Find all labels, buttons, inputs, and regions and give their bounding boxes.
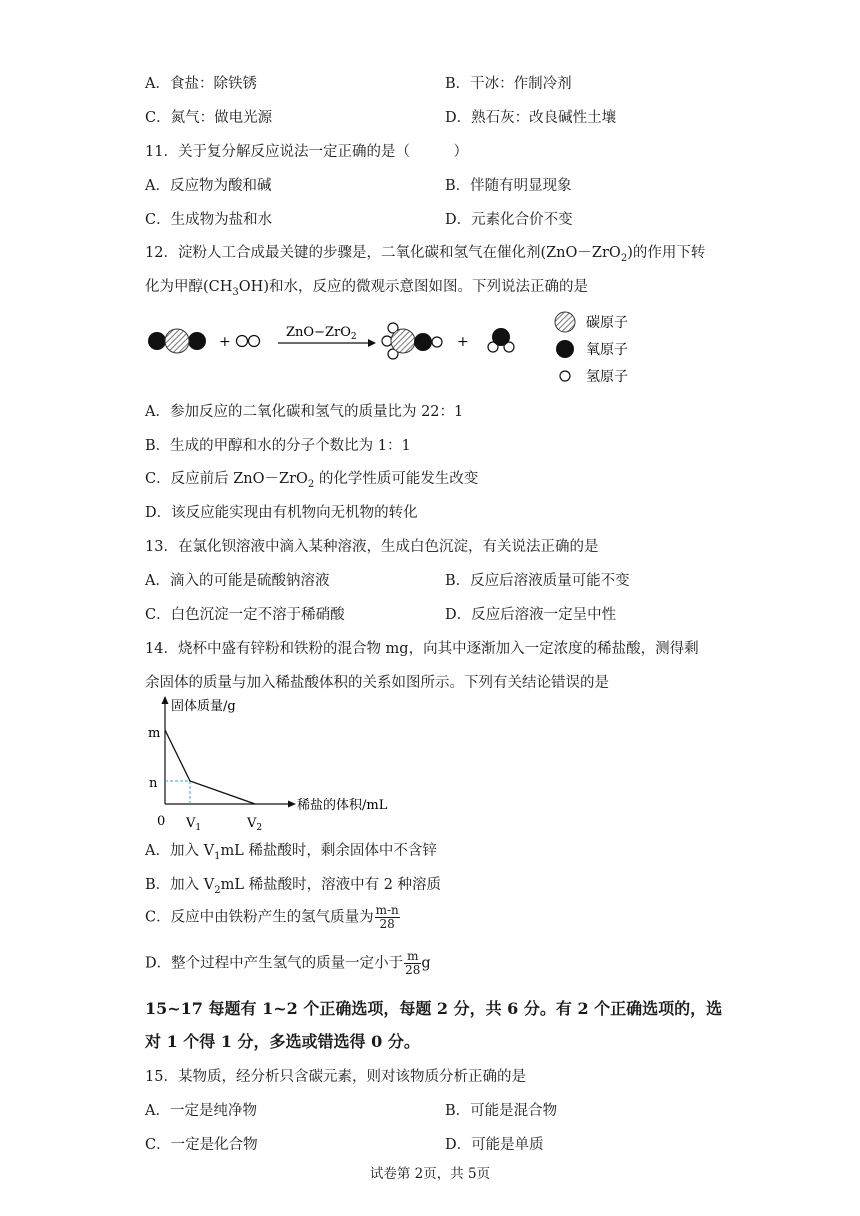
q15-stem: 15．某物质，经分析只含碳元素，则对该物质分析正确的是	[145, 1069, 526, 1085]
q13-option-d: D．反应后溶液一定呈中性	[445, 607, 617, 623]
series-line	[165, 730, 255, 804]
legend-oxygen-icon	[556, 340, 574, 358]
q11-stem: 11．关于复分解反应说法一定正确的是（ ）	[145, 144, 468, 160]
q15-option-c: C．一定是化合物	[145, 1137, 258, 1153]
y-tick-m: m	[148, 726, 161, 741]
q11-option-a: A．反应物为酸和碱	[145, 178, 272, 194]
q14-stem-line2: 余固体的质量与加入稀盐酸体积的关系如图所示。下列有关结论错误的是	[145, 675, 609, 691]
legend-carbon-icon	[555, 312, 575, 332]
q12-stem-line2: 化为甲醇$(CH_3OH)$和水，反应的微观示意图如图。下列说法正确的是	[145, 279, 588, 298]
fraction-d: $\frac{m}{28}$	[405, 949, 421, 977]
q12-option-c: C．反应前后 ZnO－ZrO$_2$ 的化学性质可能发生改变	[145, 471, 479, 490]
plus-sign-1: +	[219, 334, 231, 350]
q11-option-d: D．元素化合价不变	[445, 212, 573, 228]
legend-hydrogen-icon	[560, 371, 570, 381]
q11-option-c: C．生成物为盐和水	[145, 212, 273, 228]
q13-option-b: B．反应后溶液质量可能不变	[445, 573, 630, 589]
q13-option-a: A．滴入的可能是硫酸钠溶液	[145, 573, 330, 589]
section-instructions-line1: 15~17 每题有 1~2 个正确选项，每题 2 分，共 6 分。有 2 个正确选项的，选	[145, 999, 723, 1018]
q10-option-b: B．干冰：作制冷剂	[445, 76, 572, 92]
y-tick-n: n	[149, 776, 158, 791]
q10-option-a: A．食盐：除铁锈	[145, 76, 257, 92]
q13-option-c: C．白色沉淀一定不溶于稀硝酸	[145, 607, 345, 623]
co2-molecule	[148, 329, 206, 353]
water-molecule	[488, 328, 514, 352]
q10-option-d: D．熟石灰：改良碱性土壤	[445, 110, 617, 126]
q12-option-b: B．生成的甲醇和水的分子个数比为 1：1	[145, 438, 411, 454]
y-axis-label: 固体质量/g	[171, 699, 236, 714]
mass-volume-chart	[140, 694, 440, 834]
q10-option-c: C．氮气：做电光源	[145, 110, 273, 126]
q15-option-b: B．可能是混合物	[445, 1103, 558, 1119]
legend-oxygen-label: 氧原子	[586, 342, 628, 358]
section-instructions-line2: 对 1 个得 1 分，多选或错选得 0 分。	[145, 1032, 420, 1051]
q14-option-c: C．反应中由铁粉产生的氢气质量为 $\frac{m-n}{28}$	[145, 903, 399, 931]
methanol-molecule	[382, 323, 442, 359]
plus-sign-2: +	[457, 334, 469, 350]
legend-hydrogen-label: 氢原子	[586, 369, 628, 385]
q12-stem-line1: 12．淀粉人工合成最关键的步骤是，二氧化碳和氢气在催化剂(ZnO－ZrO$_2$)的作用下转	[145, 245, 706, 264]
origin-label: 0	[157, 814, 166, 829]
q13-stem: 13．在氯化钡溶液中滴入某种溶液，生成白色沉淀，有关说法正确的是	[145, 539, 599, 555]
x-tick-v1: $V_1$	[186, 816, 202, 833]
fraction-c: $\frac{m-n}{28}$	[375, 903, 399, 931]
x-tick-v2: $V_2$	[247, 816, 263, 833]
page-footer: 试卷第 2页，共 5页	[369, 1166, 491, 1182]
q11-option-b: B．伴随有明显现象	[445, 178, 572, 194]
catalyst-label: ZnO−ZrO$_2$	[286, 325, 357, 342]
q15-option-d: D．可能是单质	[445, 1137, 544, 1153]
q12-option-a: A．参加反应的二氧化碳和氢气的质量比为 22：1	[145, 404, 464, 420]
q14-option-d: D．整个过程中产生氢气的质量一定小于 $\frac{m}{28}$ g	[145, 949, 431, 977]
reaction-diagram	[140, 306, 660, 388]
q15-option-a: A．一定是纯净物	[145, 1103, 257, 1119]
x-axis-label: 稀盐的体积/mL	[297, 798, 388, 813]
q14-option-a: A．加入 $V_1mL$ 稀盐酸时，剩余固体中不含锌	[145, 843, 437, 862]
legend-carbon-label: 碳原子	[586, 315, 628, 331]
q14-option-b: B．加入 $V_2mL$ 稀盐酸时，溶液中有 2 种溶质	[145, 877, 442, 896]
legend	[555, 312, 628, 385]
q12-option-d: D．该反应能实现由有机物向无机物的转化	[145, 505, 418, 521]
h2-molecule	[237, 336, 260, 347]
q14-stem-line1: 14．烧杯中盛有锌粉和铁粉的混合物 mg，向其中逐渐加入一定浓度的稀盐酸，测得剩	[145, 641, 699, 657]
